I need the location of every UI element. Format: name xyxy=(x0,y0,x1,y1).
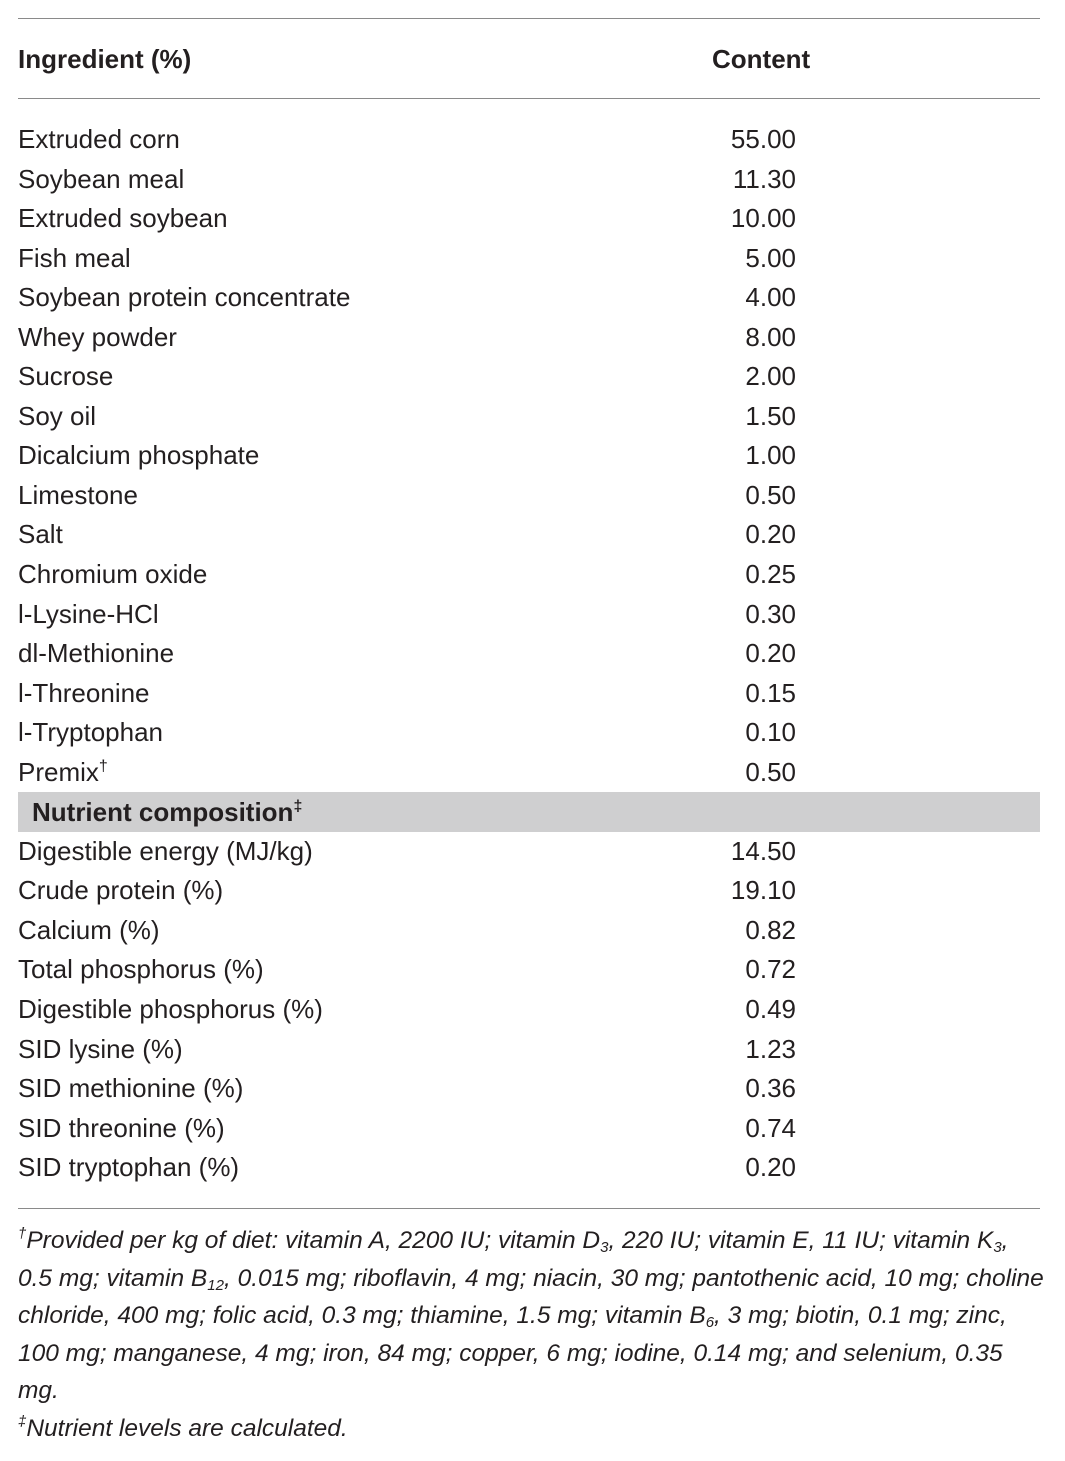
nutrient-rows xyxy=(0,832,1065,1188)
row-label-text: SID methionine (%) xyxy=(18,1073,244,1104)
header-content: Content xyxy=(712,44,811,74)
row-label xyxy=(18,555,207,595)
table-row xyxy=(0,160,1065,200)
row-value: 1.00 xyxy=(745,440,796,471)
row-label-text: Sucrose xyxy=(18,361,114,392)
table-row xyxy=(0,476,1065,516)
row-label xyxy=(18,357,113,397)
row-label xyxy=(18,634,174,674)
table-row xyxy=(0,634,1065,674)
row-value: 55.00 xyxy=(730,124,796,154)
footnote-text: , 0.5 mg; vitamin B xyxy=(18,1227,1009,1292)
section-label-text: Nutrient composition xyxy=(32,797,294,828)
row-value: 11.30 xyxy=(732,163,796,194)
row-label xyxy=(18,950,264,990)
table-header-rule xyxy=(18,98,1040,99)
row-value: 0.72 xyxy=(745,954,796,985)
row-label-text: SID lysine (%) xyxy=(18,1033,183,1064)
table-row xyxy=(0,278,1065,318)
row-label-text: SID threonine (%) xyxy=(18,1112,225,1143)
row-label-text: Crude protein (%) xyxy=(18,875,224,906)
row-value: 0.20 xyxy=(745,519,796,550)
row-label-text: Whey powder xyxy=(18,321,177,352)
row-value: 0.25 xyxy=(745,559,796,590)
row-label xyxy=(18,476,138,516)
row-label-text: Fish meal xyxy=(18,242,131,273)
row-label xyxy=(18,436,259,476)
footnote-text: , 3 mg; biotin, 0.1 mg; zinc, 100 mg; manganese, 4 mg; iron, 84 mg; copper, 6 mg; iodine, 0.14 mg; and selenium, 0.35 mg. xyxy=(18,1302,1007,1404)
footnote-nutrient xyxy=(18,1410,1048,1448)
row-label-text: Limestone xyxy=(18,479,138,510)
table-row xyxy=(0,1109,1065,1149)
table-row xyxy=(0,1030,1065,1070)
row-label xyxy=(18,990,323,1030)
row-label xyxy=(18,199,228,239)
table-body xyxy=(0,120,1065,1188)
table-row xyxy=(0,713,1065,753)
row-label-text: Extruded corn xyxy=(18,124,180,154)
table-row xyxy=(0,397,1065,437)
row-footnote-marker: † xyxy=(98,757,108,775)
row-label xyxy=(18,674,150,714)
row-value: 0.36 xyxy=(745,1073,796,1104)
row-label xyxy=(18,871,223,911)
row-value: 0.20 xyxy=(745,1152,796,1183)
table-row xyxy=(0,674,1065,714)
row-label xyxy=(18,239,131,279)
header-ingredient: Ingredient (%) xyxy=(18,44,192,74)
row-label-text: Calcium (%) xyxy=(18,914,160,945)
row-value: 0.49 xyxy=(745,994,796,1025)
table-row xyxy=(0,871,1065,911)
row-label xyxy=(18,397,96,437)
row-label-text: Premix xyxy=(18,756,99,787)
nutrient-section-header xyxy=(18,792,1040,832)
row-label-text: Dicalcium phosphate xyxy=(18,440,260,471)
row-value: 10.00 xyxy=(730,203,796,234)
row-value: 14.50 xyxy=(730,835,796,866)
row-label xyxy=(18,278,350,318)
table-row xyxy=(0,239,1065,279)
row-label xyxy=(18,1109,225,1149)
ingredient-rows xyxy=(0,120,1065,792)
table-row xyxy=(0,515,1065,555)
table-top-rule xyxy=(18,18,1040,19)
row-label-text: Digestible energy (MJ/kg) xyxy=(18,835,313,866)
row-value: 0.10 xyxy=(745,717,796,748)
footnote-premix-marker: † xyxy=(18,1225,27,1242)
footnote-text: Nutrient levels are calculated. xyxy=(26,1414,348,1442)
table-row xyxy=(0,950,1065,990)
row-label xyxy=(18,753,108,793)
table-row xyxy=(0,318,1065,358)
footnote-subscript: 3 xyxy=(600,1239,609,1256)
row-label-text: SID tryptophan (%) xyxy=(18,1152,240,1183)
row-value: 0.50 xyxy=(745,756,796,787)
table-row xyxy=(0,990,1065,1030)
table-row xyxy=(0,357,1065,397)
table-row xyxy=(0,1148,1065,1188)
table-row xyxy=(0,753,1065,793)
row-label xyxy=(18,595,159,635)
row-label-text: l-Tryptophan xyxy=(18,717,163,748)
row-label-text: Extruded soybean xyxy=(18,203,228,234)
row-label xyxy=(18,1148,239,1188)
row-value: 19.10 xyxy=(730,875,796,906)
row-value: 8.00 xyxy=(745,321,796,352)
footnote-text: , 0.015 mg; riboflavin, 4 mg; niacin, 30 mg; pantothenic acid, 10 mg; choline chloride, 400 mg; folic acid, 0.3 mg; thiamine, 1.5 mg; vitamin B xyxy=(18,1264,1044,1329)
row-label-text: Digestible phosphorus (%) xyxy=(18,994,323,1025)
footnote-premix xyxy=(18,1222,1048,1410)
table-row xyxy=(0,555,1065,595)
section-label xyxy=(32,792,302,833)
row-label xyxy=(18,832,313,872)
row-value: 0.50 xyxy=(745,479,796,510)
row-label xyxy=(18,713,163,753)
row-label xyxy=(18,1069,243,1109)
row-value: 5.00 xyxy=(745,242,796,273)
table-row xyxy=(0,120,1065,160)
footnote-subscript: 12 xyxy=(207,1276,224,1294)
table-row xyxy=(0,911,1065,951)
row-value: 0.15 xyxy=(745,677,796,708)
row-label-text: Total phosphorus (%) xyxy=(18,954,264,985)
row-value: 0.20 xyxy=(745,638,796,669)
section-marker: ‡ xyxy=(293,798,303,816)
row-value: 0.82 xyxy=(745,914,796,945)
row-label xyxy=(18,318,177,358)
row-label-text: Soybean meal xyxy=(18,163,185,194)
row-value: 0.30 xyxy=(745,598,796,629)
row-label xyxy=(18,1030,183,1070)
row-value: 4.00 xyxy=(745,282,796,313)
table-bottom-rule xyxy=(18,1208,1040,1209)
row-label-text: l-Threonine xyxy=(18,677,150,708)
row-value: 0.74 xyxy=(745,1112,796,1143)
row-label-text: Chromium oxide xyxy=(18,559,208,590)
row-label-text: Salt xyxy=(18,519,63,550)
table-row xyxy=(0,1069,1065,1109)
row-label-text: Soybean protein concentrate xyxy=(18,282,351,313)
footnote-nutrient-marker: ‡ xyxy=(18,1412,27,1430)
row-value: 1.50 xyxy=(745,400,796,431)
row-label xyxy=(18,120,180,160)
row-value: 2.00 xyxy=(745,361,796,392)
row-label xyxy=(18,911,160,951)
footnote-subscript: 3 xyxy=(993,1239,1002,1256)
row-label-text: dl-Methionine xyxy=(18,638,175,669)
row-label xyxy=(18,160,184,200)
row-value: 1.23 xyxy=(745,1033,796,1064)
footnote-text: Provided per kg of diet: vitamin A, 2200 IU; vitamin D xyxy=(26,1227,601,1254)
row-label-text: l-Lysine-HCl xyxy=(18,598,159,629)
footnote-subscript: 6 xyxy=(705,1314,715,1331)
footnote-text: , 220 IU; vitamin E, 11 IU; vitamin K xyxy=(608,1227,994,1254)
row-label xyxy=(18,515,63,555)
table-row xyxy=(0,436,1065,476)
row-label-text: Soy oil xyxy=(18,400,97,431)
table-row xyxy=(0,595,1065,635)
table-row xyxy=(0,199,1065,239)
footnotes xyxy=(18,1222,1048,1447)
table-row xyxy=(0,832,1065,872)
